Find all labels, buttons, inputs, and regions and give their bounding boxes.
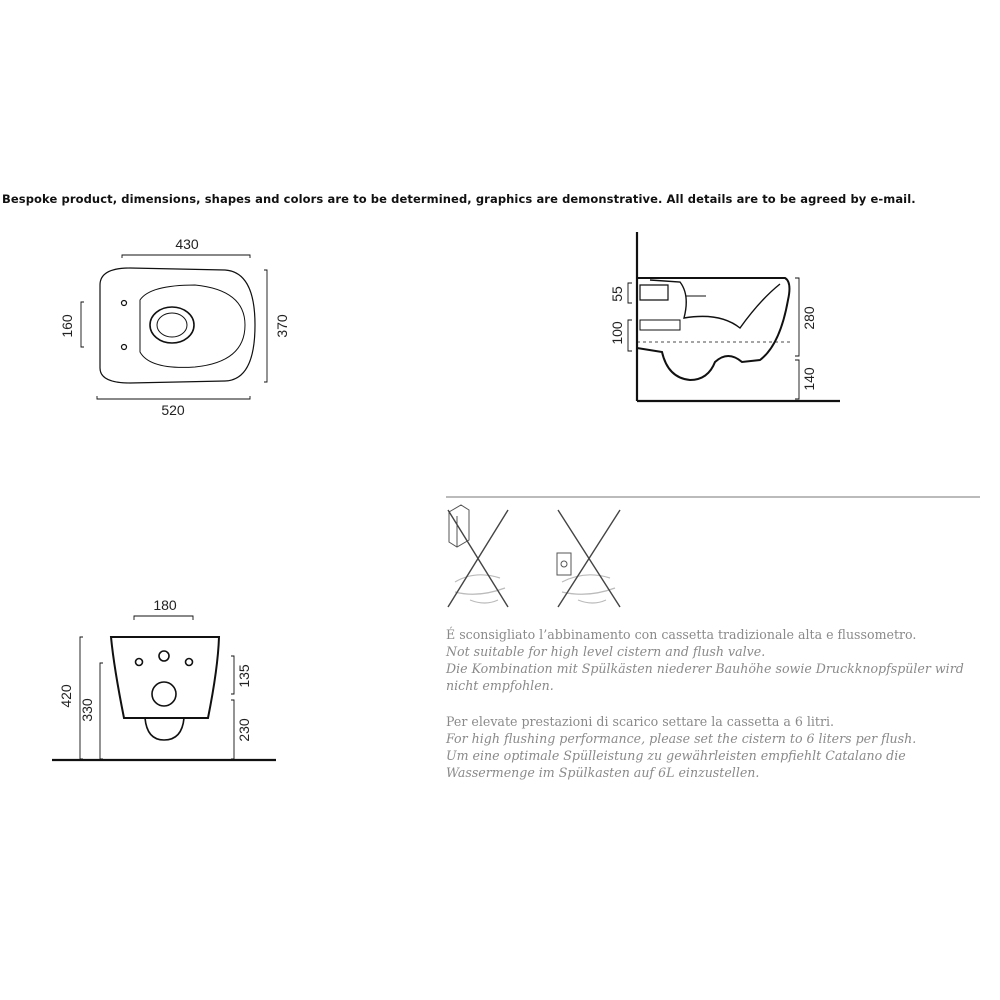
top-view-inner-bowl bbox=[140, 285, 245, 367]
side-view-bowl-outline bbox=[637, 278, 789, 380]
note-english: For high flushing performance, please set the cistern to 6 liters per flush. bbox=[446, 731, 917, 746]
note-german-cont: nicht empfohlen. bbox=[446, 678, 554, 693]
dim-330: 330 bbox=[79, 698, 95, 722]
inlet-hole-icon bbox=[159, 651, 169, 661]
dim-height-left: 160 bbox=[59, 314, 75, 338]
flush-valve-not-suitable-icon bbox=[557, 510, 620, 607]
dim-230: 230 bbox=[236, 718, 252, 742]
top-view-fixing-hole bbox=[122, 301, 127, 306]
dim-180: 180 bbox=[153, 597, 177, 613]
note-italian: É sconsigliato l’abbinamento con cassetta tradizionale alta e flussometro. bbox=[446, 627, 917, 642]
flush-volume-note bbox=[446, 713, 916, 781]
dim-420: 420 bbox=[58, 684, 74, 708]
note-italian: Per elevate prestazioni di scarico settare la cassetta a 6 litri. bbox=[446, 714, 835, 729]
top-view-fixing-hole bbox=[122, 345, 127, 350]
rear-view-trap bbox=[145, 718, 184, 740]
dim-135: 135 bbox=[236, 664, 252, 688]
dim-55: 55 bbox=[609, 286, 625, 302]
outlet-hole-icon bbox=[152, 682, 176, 706]
top-view bbox=[81, 255, 267, 399]
dim-width-bottom: 520 bbox=[161, 402, 185, 418]
fixing-hole-icon bbox=[136, 659, 143, 666]
dim-height-right: 370 bbox=[274, 314, 290, 338]
note-english: Not suitable for high level cistern and flush valve. bbox=[446, 644, 766, 659]
disclaimer-text: Bespoke product, dimensions, shapes and colors are to be determined, graphics are demonstrative. All details are to be agreed by e-mail. bbox=[2, 192, 916, 206]
dim-width-top: 430 bbox=[175, 236, 199, 252]
note-german-cont: Wassermenge im Spülkasten auf 6L einzustellen. bbox=[446, 765, 760, 780]
note-german: Um eine optimale Spülleistung zu gewährleisten empfiehlt Catalano die bbox=[446, 748, 906, 763]
fixing-hole-icon bbox=[186, 659, 193, 666]
note-german: Die Kombination mit Spülkästen niederer Bauhöhe sowie Druckknopfspüler wird bbox=[446, 661, 964, 676]
cistern-note bbox=[446, 626, 964, 694]
dim-100: 100 bbox=[609, 321, 625, 345]
high-cistern-not-suitable-icon bbox=[448, 505, 508, 607]
dim-280: 280 bbox=[801, 306, 817, 330]
dim-140: 140 bbox=[801, 367, 817, 391]
